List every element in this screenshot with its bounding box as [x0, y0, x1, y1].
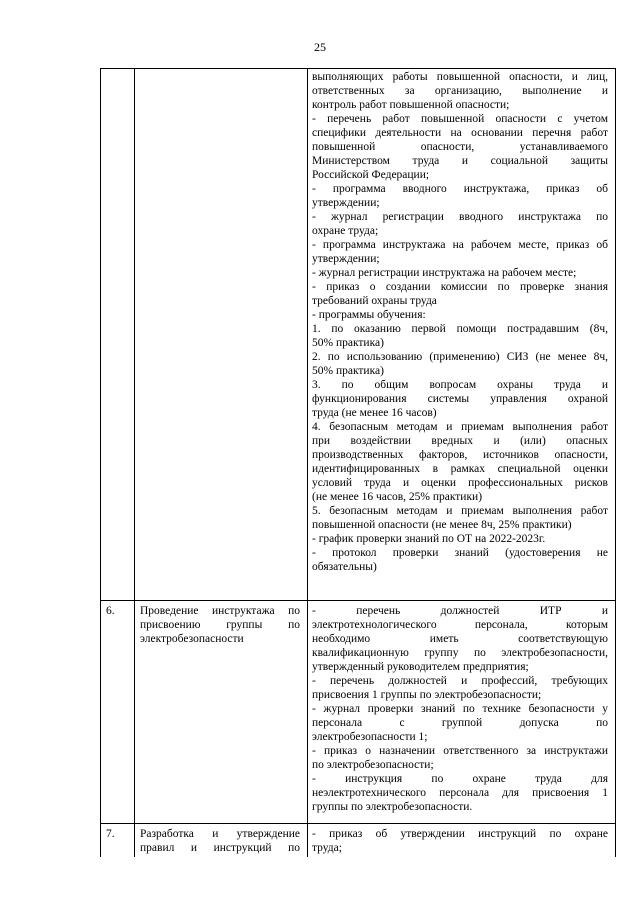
text-line: электробезопасности: [140, 633, 244, 645]
text-line: 4. безопасным методам и приемам выполнения работ: [312, 421, 608, 433]
text-line: 50% практика): [312, 365, 384, 377]
text-line: правил и инструкций по: [140, 842, 300, 854]
text-line: повышенной опасности (не менее 8ч, 25% практики): [312, 519, 572, 531]
text-line: (не менее 16 часов, 25% практики): [312, 491, 483, 503]
text-line: - программа инструктажа на рабочем месте, приказ об: [312, 239, 608, 251]
text-line: присвоения 1 группы по электробезопасности;: [312, 689, 542, 701]
text-line: Разработка и утверждение: [140, 828, 300, 840]
text-line: неэлектротехнического персонала для присвоения 1: [312, 787, 608, 799]
text-line: охране труда;: [312, 225, 379, 237]
text-line: обязательны): [312, 561, 377, 573]
text-line: идентифицированных в рамках специальной оценки: [312, 463, 608, 475]
text-line: 50% практика): [312, 337, 384, 349]
text-line: утвержденный руководителем предприятия;: [312, 661, 529, 673]
table-border-col2: [307, 68, 308, 857]
text-line: - приказ об утверждении инструкций по охране: [312, 828, 608, 840]
row-7-number: 7.: [106, 828, 115, 840]
text-line: электробезопасности 1;: [312, 731, 428, 743]
text-line: Министерством труда и социальной защиты: [312, 155, 608, 167]
row-6-requirements-cell: [312, 604, 608, 814]
text-line: персонала с группой допуска по: [312, 717, 608, 729]
text-line: - журнал регистрации инструктажа на рабочем месте;: [312, 267, 577, 279]
text-line: труда (не менее 16 часов): [312, 407, 437, 419]
text-line: повышенной опасности, устанавливаемого: [312, 141, 608, 153]
text-line: при воздействии вредных и (или) опасных: [312, 435, 608, 447]
text-line: функционирования системы управления охраной: [312, 393, 608, 405]
text-line: необходимо иметь соответствующую: [312, 633, 608, 645]
text-line: условий труда и оценки профессиональных рисков: [312, 477, 608, 489]
text-line: специфики деятельности на основании перечня работ: [312, 127, 608, 139]
text-line: 3. по общим вопросам охраны труда и: [312, 379, 608, 391]
text-line: 2. по использованию (применению) СИЗ (не менее 8ч,: [312, 351, 608, 363]
text-line: утверждении;: [312, 253, 380, 265]
text-line: 5. безопасным методам и приемам выполнения работ: [312, 505, 608, 517]
text-line: - программа вводного инструктажа, приказ об: [312, 183, 608, 195]
text-line: - перечень должностей ИТР и: [312, 605, 608, 617]
continuation-requirements-cell: [312, 70, 608, 574]
text-line: Проведение инструктажа по: [140, 605, 300, 617]
text-line: утверждении;: [312, 197, 380, 209]
text-line: - программы обучения:: [312, 309, 426, 321]
text-line: квалификационную группу по электробезопасности,: [312, 647, 608, 659]
text-line: - перечень работ повышенной опасности с учетом: [312, 113, 608, 125]
row-6-number: 6.: [106, 605, 115, 617]
text-line: контроль работ повышенной опасности;: [312, 99, 510, 111]
text-line: выполняющих работы повышенной опасности, и лиц,: [312, 71, 608, 83]
text-line: - приказ о назначении ответственного за инструктажи: [312, 745, 608, 757]
table-border-left: [100, 68, 101, 857]
text-line: - приказ о создании комиссии по проверке знания: [312, 281, 608, 293]
text-line: требований охраны труда: [312, 295, 437, 307]
text-line: ответственных за организацию, выполнение и: [312, 85, 608, 97]
table-border-right: [615, 68, 616, 857]
page-number: 25: [314, 40, 326, 54]
text-line: группы по электробезопасности.: [312, 801, 473, 813]
text-line: труда;: [312, 842, 342, 854]
text-line: производственных факторов, источников опасности,: [312, 449, 608, 461]
text-line: - журнал регистрации вводного инструктажа по: [312, 211, 608, 223]
text-line: 1. по оказанию первой помощи пострадавшим (8ч,: [312, 323, 608, 335]
text-line: присвоению группы по: [140, 619, 300, 631]
table-border-col1: [134, 68, 135, 857]
text-line: - перечень должностей и профессий, требующих: [312, 675, 608, 687]
text-line: - журнал проверки знаний по технике безопасности у: [312, 703, 608, 715]
text-line: электротехнологического персонала, которым: [312, 619, 608, 631]
text-line: Российской Федерации;: [312, 169, 430, 181]
text-line: - график проверки знаний по ОТ на 2022-2023г.: [312, 533, 546, 545]
row-divider-6: [100, 600, 616, 601]
text-line: - протокол проверки знаний (удостоверения не: [312, 547, 608, 559]
row-7-measure-cell: [140, 827, 300, 855]
text-line: по электробезопасности;: [312, 759, 434, 771]
table-border-top: [100, 68, 616, 69]
text-line: - инструкция по охране труда для: [312, 773, 608, 785]
row-6-measure-cell: [140, 604, 300, 646]
row-7-requirements-cell: [312, 827, 608, 855]
row-divider-7: [100, 823, 616, 824]
